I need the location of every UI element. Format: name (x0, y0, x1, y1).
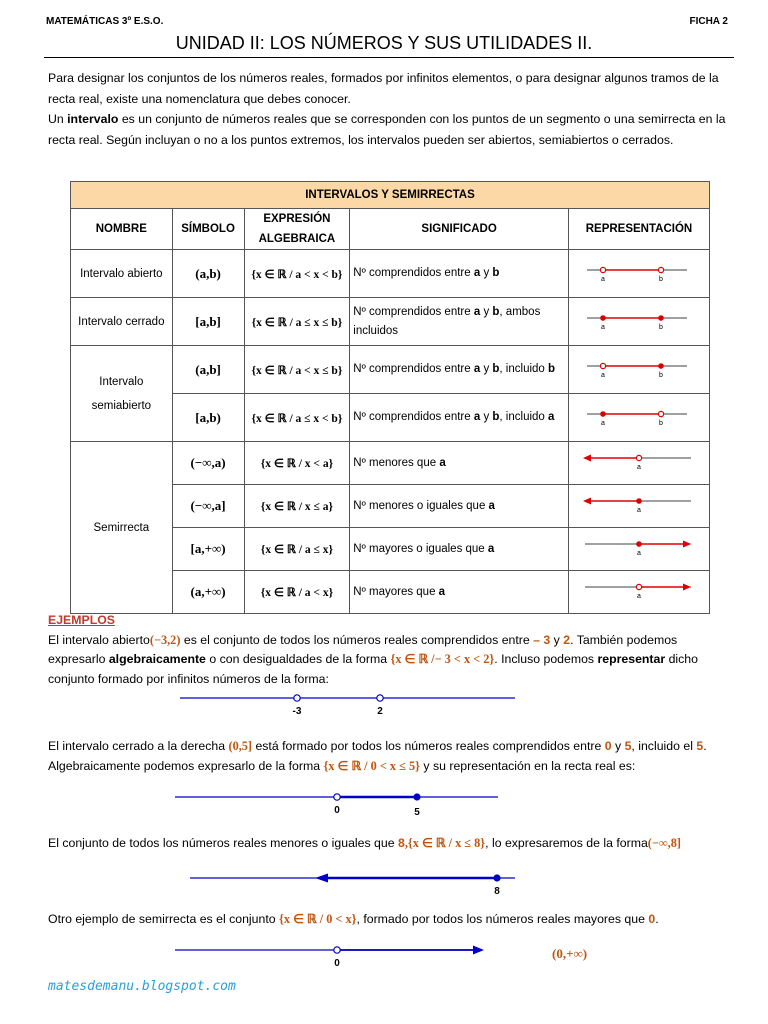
row-algebraic: {x ∈ ℝ / a ≤ x ≤ b} (244, 298, 350, 346)
table-row (71, 346, 710, 394)
table-row (71, 298, 710, 346)
row-algebraic: {x ∈ ℝ / a ≤ x} (244, 528, 350, 571)
point-label-a: a (637, 550, 641, 557)
open-point (600, 363, 605, 368)
left-arrow-icon (583, 455, 591, 462)
interval-diagram (569, 346, 709, 390)
row-name: Intervalo semiabierto (71, 346, 173, 442)
title-rule (44, 57, 734, 58)
row-symbol: (a,+∞) (172, 571, 244, 614)
row-symbol: (a,b] (172, 346, 244, 394)
intro-text (48, 68, 732, 150)
row-meaning: Nº menores o iguales que a (350, 485, 569, 528)
example-4-symbol: (0,+∞) (552, 946, 588, 961)
row-meaning: Nº menores que a (350, 442, 569, 485)
row-meaning: Nº mayores que a (350, 571, 569, 614)
open-point (334, 947, 340, 953)
right-arrow-icon (473, 946, 484, 955)
closed-point (600, 411, 606, 417)
table-row (71, 250, 710, 298)
header-name: NOMBRE (71, 209, 173, 250)
ray-diagram (569, 442, 709, 481)
open-point (377, 695, 383, 701)
row-representation (568, 442, 709, 485)
point-label-b: b (659, 324, 663, 331)
example-4 (48, 910, 738, 930)
row-representation (568, 394, 709, 442)
left-arrow-icon (315, 874, 328, 883)
tick-label: -3 (292, 706, 302, 717)
open-point (636, 455, 641, 460)
table-row (71, 442, 710, 485)
example-4-text: Otro ejemplo de semirrecta es el conjunto {x ∈ ℝ / 0 < x}, formado por todos los números reales mayores que 0. (48, 912, 659, 926)
row-algebraic: {x ∈ ℝ / x < a} (244, 442, 350, 485)
ray-diagram (569, 571, 709, 610)
example-3-number-line (185, 868, 525, 898)
closed-point (413, 793, 420, 800)
row-symbol: (a,b) (172, 250, 244, 298)
point-label-a: a (601, 324, 605, 331)
sheet-label: FICHA 2 (689, 16, 728, 27)
row-representation (568, 298, 709, 346)
header-symbol: SÍMBOLO (172, 209, 244, 250)
page-title: UNIDAD II: LOS NÚMEROS Y SUS UTILIDADES II. (175, 33, 593, 53)
row-meaning: Nº comprendidos entre a y b, ambos incluidos (350, 298, 569, 346)
example-2-number-line (170, 787, 505, 817)
row-symbol: (−∞,a] (172, 485, 244, 528)
interval-diagram (569, 394, 709, 438)
row-name: Intervalo abierto (71, 250, 173, 298)
row-meaning: Nº comprendidos entre a y b, incluido b (350, 346, 569, 394)
right-arrow-icon (683, 584, 691, 591)
tick-label: 0 (334, 958, 340, 969)
row-algebraic: {x ∈ ℝ / a ≤ x < b} (244, 394, 350, 442)
header-meaning: SIGNIFICADO (350, 209, 569, 250)
row-representation (568, 485, 709, 528)
point-label-b: b (659, 372, 663, 379)
right-arrow-icon (683, 541, 691, 548)
example-3-text: El conjunto de todos los números reales menores o iguales que 8,{x ∈ ℝ / x ≤ 8}, lo expresaremos de la forma(−∞,8] (48, 836, 681, 850)
row-symbol: [a,+∞) (172, 528, 244, 571)
interval-diagram (569, 298, 709, 342)
row-symbol: [a,b) (172, 394, 244, 442)
row-representation (568, 528, 709, 571)
closed-point (600, 315, 606, 321)
point-label-b: b (659, 420, 663, 427)
tick-label: 2 (377, 706, 383, 717)
example-3 (48, 834, 738, 854)
examples-section (48, 611, 738, 689)
row-meaning: Nº comprendidos entre a y b (350, 250, 569, 298)
examples-title: EJEMPLOS (48, 613, 115, 627)
tick-label: 0 (334, 805, 340, 816)
ray-diagram (569, 485, 709, 524)
point-label-a: a (601, 276, 605, 283)
row-algebraic: {x ∈ ℝ / x ≤ a} (244, 485, 350, 528)
row-algebraic: {x ∈ ℝ / a < x < b} (244, 250, 350, 298)
example-4-number-line (170, 940, 490, 970)
open-point (636, 584, 641, 589)
table-caption: INTERVALOS Y SEMIRRECTAS (71, 182, 710, 209)
point-label-a: a (637, 507, 641, 514)
row-meaning: Nº mayores o iguales que a (350, 528, 569, 571)
intro-paragraph-2: Un intervalo es un conjunto de números reales que se corresponden con los puntos de un segmento o una semirrecta en la recta real. Según incluyan o no a los puntos extremos, los intervalos pueden ser abiertos, semiabiertos o cerrados. (48, 112, 726, 147)
closed-point (658, 363, 664, 369)
row-representation (568, 346, 709, 394)
row-name: Semirrecta (71, 442, 173, 614)
intro-paragraph-1: Para designar los conjuntos de los números reales, formados por infinitos elementos, o para designar algunos tramos de la recta real, existe una nomenclatura que debes conocer. (48, 71, 719, 106)
closed-point (636, 498, 642, 504)
closed-point (493, 874, 500, 881)
open-point (658, 267, 663, 272)
open-point (658, 411, 663, 416)
open-point (294, 695, 300, 701)
open-point (600, 267, 605, 272)
point-label-a: a (601, 420, 605, 427)
example-1-number-line (170, 688, 520, 718)
row-meaning: Nº comprendidos entre a y b, incluido a (350, 394, 569, 442)
point-label-a: a (601, 372, 605, 379)
intervals-table (70, 181, 710, 614)
row-name: Intervalo cerrado (71, 298, 173, 346)
interval-diagram (569, 250, 709, 294)
left-arrow-icon (583, 498, 591, 505)
closed-point (658, 315, 664, 321)
tick-label: 5 (414, 807, 420, 817)
course-label: MATEMÁTICAS 3º E.S.O. (46, 16, 164, 27)
tick-label: 8 (494, 886, 500, 897)
point-label-a: a (637, 464, 641, 471)
row-representation (568, 250, 709, 298)
row-algebraic: {x ∈ ℝ / a < x ≤ b} (244, 346, 350, 394)
blog-link[interactable]: matesdemanu.blogspot.com (48, 979, 236, 994)
header-algebraic: EXPRESIÓN ALGEBRAICA (244, 209, 350, 250)
row-representation (568, 571, 709, 614)
point-label-a: a (637, 593, 641, 600)
example-2-text: El intervalo cerrado a la derecha (0,5] está formado por todos los números reales comprendidos entre 0 y 5, incluido el 5. Algebraicamente podemos expresarlo de la forma {x ∈ ℝ / 0 < x ≤ 5} y su representación en la recta real es: (48, 739, 707, 773)
row-symbol: (−∞,a) (172, 442, 244, 485)
point-label-b: b (659, 276, 663, 283)
closed-point (636, 541, 642, 547)
open-point (334, 794, 340, 800)
row-symbol: [a,b] (172, 298, 244, 346)
row-algebraic: {x ∈ ℝ / a < x} (244, 571, 350, 614)
example-1-text: El intervalo abierto(−3,2) es el conjunto de todos los números reales comprendidos entre – 3 y 2. También podemos expresarlo algebraicamente o con desigualdades de la forma {x ∈ ℝ /− 3 < x < 2}. Incluso podemos representar dicho conjunto formado por infinitos números de la forma: (48, 632, 698, 686)
ray-diagram (569, 528, 709, 567)
example-2 (48, 737, 738, 776)
header-representation: REPRESENTACIÓN (568, 209, 709, 250)
